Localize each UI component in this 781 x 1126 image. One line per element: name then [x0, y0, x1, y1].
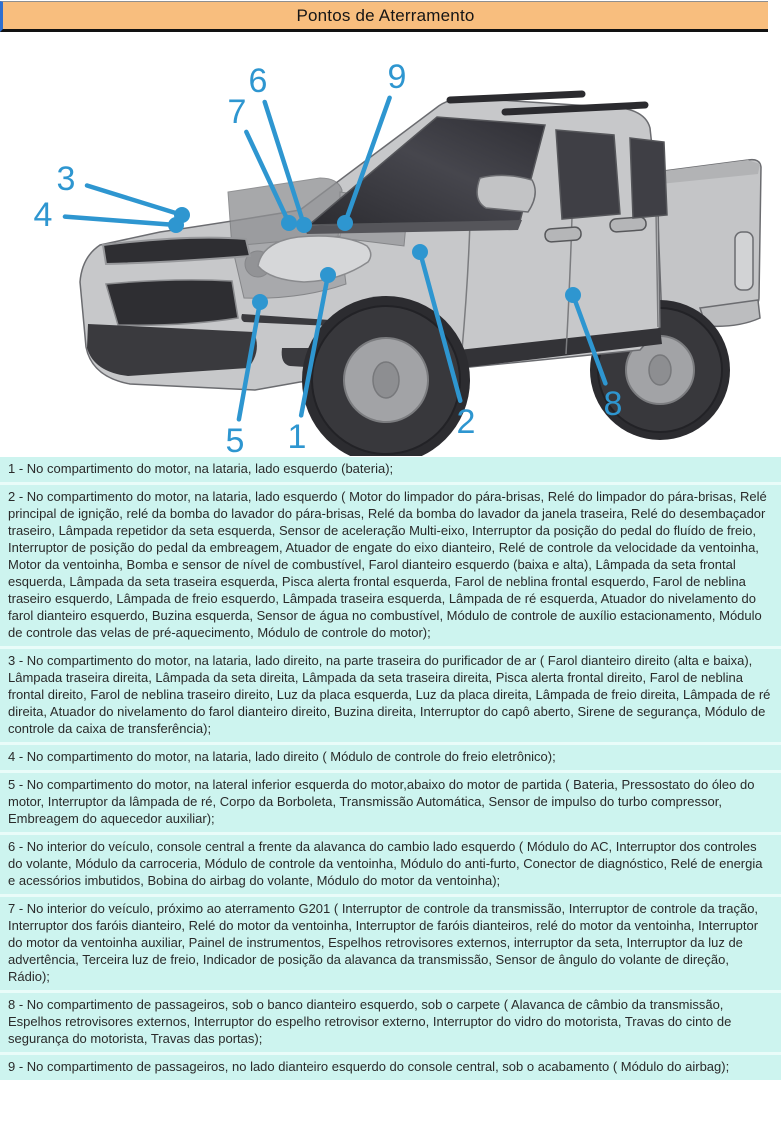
callout-line [345, 98, 390, 223]
callout-number: 8 [603, 385, 623, 423]
callout-dot [252, 294, 268, 310]
callout-number: 2 [456, 403, 476, 441]
ground-point-item-9: 9 - No compartimento de passageiros, no lado dianteiro esquerdo do console central, sob o acabamento ( Módulo do airbag); [0, 1055, 781, 1080]
callout-dot [168, 217, 184, 233]
ground-point-item-6: 6 - No interior do veículo, console central a frente da alavanca do cambio lado esquerdo ( Módulo do AC, Interruptor dos controles do volante, Módulo da carroceria, Módulo de controle da ventoinha, Módulo do anti-furto, Conector de diagnóstico, Relé de energia e acessórios imbutidos, Bobina do airbag do volante, Módulo do motor da ventoinha); [0, 835, 781, 894]
callout-line [265, 102, 304, 225]
callout-layer [0, 32, 781, 456]
callout-dot [337, 215, 353, 231]
callout-dot [320, 267, 336, 283]
ground-point-item-3: 3 - No compartimento do motor, na lataria, lado direito, na parte traseira do purificador de ar ( Farol dianteiro direito (alta e baixa), Lâmpada traseira direita, Lâmpada da seta direita, Lâmpada da seta traseira direita, Pisca alerta frontal direito, Farol de neblina frontal direito, Farol de neblina traseiro direito, Luz da placa esquerda, Luz da placa direita, Lâmpada de freio direita, Lâmpada de ré direita, Atuador do nivelamento do farol dianteiro direito, Buzina direita, Interruptor do capô aberto, Sirene de segurança, Módulo de controle da caixa de transferência); [0, 649, 781, 742]
ground-point-item-7: 7 - No interior do veículo, próximo ao aterramento G201 ( Interruptor de controle da transmissão, Interruptor de controle da tração, Interruptor dos faróis dianteiro, Relé do motor da ventoinha, Interruptor de faróis dianteiros, relé do motor da ventoinha, Interruptor do motor da ventoinha auxiliar, Painel de instrumentos, Espelhos retrovisores externos, interruptor da seta, Interruptor da luz de advertência, Terceira luz de freio, Indicador de posição da alavanca da transmissão, Sensor de ângulo do volante de direção, Rádio); [0, 897, 781, 990]
callout-line [573, 295, 605, 383]
callout-dot [565, 287, 581, 303]
callout-number: 6 [248, 62, 268, 100]
callout-line [420, 252, 460, 401]
callout-dot [281, 215, 297, 231]
ground-point-item-2: 2 - No compartimento do motor, na lataria, lado esquerdo ( Motor do limpador do pára-brisas, Relé do limpador do pára-brisas, Relé principal de ignição, relé da bomba do lavador do pára-brisas, Relé da bomba do lavador da janela traseira, Relé do desembaçador traseiro, Lâmpada repetidor da seta esquerda, Sensor de aceleração Multi-eixo, Interruptor da posição do pedal do fluído de freio, Interruptor de posição do pedal da embreagem, Atuador de engate do eixo dianteiro, Relé de controle da velocidade da ventoinha, Motor da ventoinha, Bomba e sensor de nível de combustível, Farol dianteiro esquerdo (baixa e alta), Lâmpada da seta frontal esquerda, Lâmpada da seta traseira esquerda, Pisca alerta frontal esquerda, Farol de neblina frontal esquerdo, Farol de neblina traseiro esquerdo, Lâmpada de freio esquerdo, Lâmpada traseira esquerda, Lâmpada de ré esquerda, Atuador do nivelamento do farol dianteiro esquerdo, Buzina esquerda, Sensor de água no combustível, Módulo de controle de auxílio estacionamento, Módulo de controle das velas de pré-aquecimento, Módulo de controle do motor); [0, 485, 781, 646]
callout-number: 4 [33, 196, 53, 234]
manual-page [0, 1, 781, 1126]
ground-point-item-4: 4 - No compartimento do motor, na lataria, lado direito ( Módulo de controle do freio eletrônico); [0, 745, 781, 770]
callout-line [239, 302, 260, 419]
ground-point-item-5: 5 - No compartimento do motor, na lateral inferior esquerda do motor,abaixo do motor de partida ( Bateria, Pressostato do óleo do motor, Interruptor da lâmpada de ré, Corpo da Borboleta, Transmissão Automática, Sensor de impulso do turbo compressor, Embreagem do aquecedor auxiliar); [0, 773, 781, 832]
callout-dot [412, 244, 428, 260]
callout-number: 1 [287, 418, 307, 456]
callout-line [87, 186, 182, 215]
callout-number: 5 [225, 422, 245, 456]
callout-line [301, 275, 328, 415]
page-title: Pontos de Aterramento [296, 5, 475, 25]
page-header [0, 1, 768, 32]
callout-number: 7 [227, 93, 247, 131]
callout-line [246, 132, 289, 223]
ground-point-item-1: 1 - No compartimento do motor, na lataria, lado esquerdo (bateria); [0, 457, 781, 482]
callout-number: 3 [56, 160, 76, 198]
truck-diagram [0, 32, 781, 456]
callout-dot [296, 217, 312, 233]
footer-space [0, 1080, 781, 1090]
callout-line [65, 217, 176, 225]
ground-point-list [0, 457, 781, 1080]
ground-point-item-8: 8 - No compartimento de passageiros, sob o banco dianteiro esquerdo, sob o carpete ( Alavanca de câmbio da transmissão, Espelhos retrovisores externos, Interruptor do espelho retrovisor externo, Interruptor do vidro do motorista, Travas do cinto de segurança do motorista, Travas das portas); [0, 993, 781, 1052]
callout-number: 9 [387, 58, 407, 96]
